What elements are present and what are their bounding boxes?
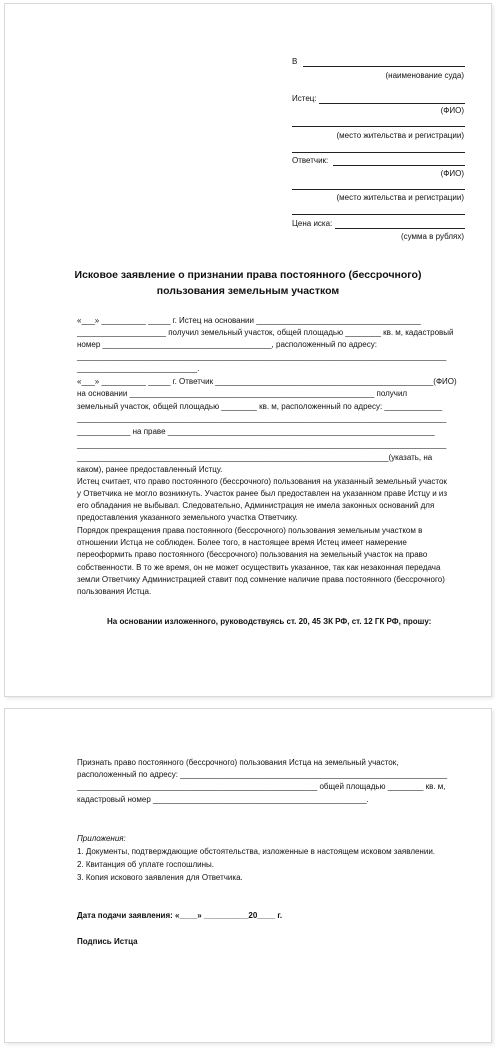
defendant-address-caption: (место жительства и регистрации)	[336, 193, 464, 202]
filing-date-line: Дата подачи заявления: «____» __________20____ г.	[77, 911, 283, 920]
court-name-line	[303, 66, 465, 67]
plaintiff-address-caption: (место жительства и регистрации)	[336, 131, 464, 140]
request-line: кадастровый номер ________________________________________________.	[77, 795, 369, 804]
attachment-item: 2. Квитанция об уплате госпошлины.	[77, 860, 215, 869]
attachment-item: 3. Копия искового заявления для Ответчика.	[77, 873, 243, 882]
body-line: переоформить право постоянного (бессрочного) пользования на земельный участок на право	[77, 550, 428, 559]
body-line: ____________________ получил земельный участок, общей площадью ________ кв. м, кадастровый	[77, 328, 454, 337]
document-page-1	[4, 3, 492, 697]
body-line: ___________________________________________________________________________________	[77, 414, 447, 423]
body-line: на основании _______________________________________________________ получил	[77, 389, 408, 398]
body-line: ___________________________________________________________________________________	[77, 352, 447, 361]
document-title-line-2: пользования земельным участком	[156, 285, 340, 297]
defendant-name-caption: (ФИО)	[440, 169, 464, 178]
request-line: ______________________________________________________ общей площадью ________ кв. м,	[77, 782, 446, 791]
body-line: пользования Истца.	[77, 587, 152, 596]
body-line: каком), ранее предоставленный Истцу.	[77, 465, 223, 474]
legal-basis-statement: На основании изложенного, руководствуясь ст. 20, 45 ЗК РФ, ст. 12 ГК РФ, прошу:	[107, 617, 432, 626]
defendant-name-line	[333, 165, 465, 166]
attachment-item: 1. Документы, подтверждающие обстоятельства, изложенные в настоящем исковом заявлении.	[77, 847, 436, 856]
claim-price-line	[335, 228, 465, 229]
request-line: Признать право постоянного (бессрочного) пользования Истца на земельный участок,	[77, 758, 399, 767]
document-page-2	[4, 708, 492, 1043]
claim-price-label: Цена иска:	[292, 219, 333, 228]
body-line: отношении Истца не соблюден. Более того, в настоящее время Истец имеет намерение	[77, 538, 407, 547]
body-line: собственности. В то же время, он не может осуществить указанное, так как незаконная передача	[77, 563, 441, 572]
attachments-title: Приложения:	[77, 834, 126, 843]
request-line: расположенный по адресу: ____________________________________________________________	[77, 770, 448, 779]
body-line: ___________________________.	[77, 364, 200, 373]
plaintiff-address-line-2	[292, 152, 465, 153]
defendant-address-line	[292, 189, 465, 190]
plaintiff-name-caption: (ФИО)	[440, 106, 464, 115]
body-line: Истец считает, что право постоянного (бессрочного) пользования на указанный земельный участок	[77, 477, 447, 486]
body-line: земли Ответчику Администрацией ставит под сомнение наличие права постоянного (бессрочного)	[77, 575, 445, 584]
body-line: ____________ на праве ____________________________________________________________	[77, 427, 435, 436]
document-title-line-1: Исковое заявление о признании права постоянного (бессрочного)	[74, 269, 422, 281]
body-line: предоставления указанного земельного участка Ответчику.	[77, 513, 298, 522]
plaintiff-name-line	[319, 103, 465, 104]
defendant-address-line-2	[292, 214, 465, 215]
body-line: «___» __________ _____ г. Ответчик _________________________________________________(ФИО)	[77, 377, 457, 386]
court-name-caption: (наименование суда)	[385, 71, 464, 80]
body-line: номер ______________________________________, расположенный по адресу:	[77, 340, 377, 349]
plaintiff-label: Истец:	[292, 94, 317, 103]
body-line: ______________________________________________________________________(указать, на	[77, 453, 433, 462]
body-line: Порядок прекращения права постоянного (бессрочного) пользования земельным участком в	[77, 526, 423, 535]
body-line: его обладания не выбывал. Следовательно, Администрация не имела законных оснований для	[77, 501, 435, 510]
claim-price-caption: (сумма в рублях)	[400, 232, 464, 241]
body-line: ___________________________________________________________________________________	[77, 440, 447, 449]
to-court-prefix: В	[292, 57, 298, 66]
plaintiff-address-line	[292, 126, 465, 127]
body-line: у Ответчика не могло возникнуть. Участок ранее был предоставлен на указанном праве Истцу и из	[77, 489, 448, 498]
body-line: земельный участок, общей площадью ________ кв. м, расположенный по адресу: _____________	[77, 402, 443, 411]
defendant-label: Ответчик:	[292, 156, 329, 165]
plaintiff-signature-label: Подпись Истца	[77, 937, 138, 946]
body-line: «___» __________ _____ г. Истец на основании _____________________________________	[77, 316, 421, 325]
